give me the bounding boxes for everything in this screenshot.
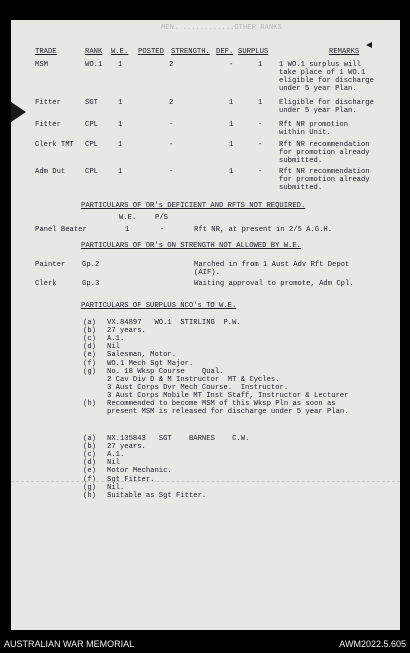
item-label: (h) <box>83 400 96 408</box>
page-corner-mark <box>366 42 372 48</box>
item-label: (f) <box>83 475 96 484</box>
item-label: (a) <box>83 435 96 443</box>
item-text: 3 Aust Corps Mobile MT Inst Staff, Instructor & Lecturer <box>107 391 349 400</box>
item-label: (c) <box>83 451 96 460</box>
item-label: (e) <box>83 467 96 476</box>
col-remarks: REMARKS <box>329 48 360 56</box>
item-text: 2 Cav Div D & M Instructor MT & Cycles. <box>107 375 280 384</box>
item-text: VX.84897 WO.1 STIRLING P.W. <box>107 319 241 327</box>
item-text: A.1. <box>107 451 125 460</box>
item-text: WO.1 Mech Sgt Major. <box>107 359 194 368</box>
faint-header-text: MEN. ............OTHER RANKS <box>161 24 282 32</box>
section-heading: PARTICULARS OF SURPLUS NCO's TO W.E. <box>81 302 237 310</box>
item-text: Motor Mechanic. <box>107 467 172 476</box>
item-text: Nil. <box>107 483 125 492</box>
item-text: Nil <box>107 459 120 468</box>
item-label: (h) <box>83 491 96 500</box>
section-heading: PARTICULARS OF OR's ON STRENGTH NOT ALLOWED BY W.E. <box>81 242 301 250</box>
item-label: (d) <box>83 343 96 352</box>
col-def: DEF. <box>216 48 234 56</box>
item-label: (b) <box>83 443 96 452</box>
item-text: Recommended to become MSM of this Wksp Pln as soon as <box>107 400 336 408</box>
item-text: Salesman, Motor. <box>107 351 177 360</box>
punch-hole-mark <box>11 100 26 124</box>
document-page: MEN. ............OTHER RANKS TRADE RANK W.E. POSTED STRENGTH. DEF. SURPLUS REMARKS MSM WO.1 1 2 - 1 1 WO.1 surplus will take place of 1 WO.1 eligible for discharge under 5 year Plan. Fitter SGT 1 2 1 1 Eligible for discharge under 5 year Plan. Fitter CPL 1 - 1 - Rft NR promotion within Unit. Clerk TMT CPL 1 - 1 - Rft NR recommendation for promotion already submitted. Adm Dut CPL 1 - 1 - Rft NR recommendation for promotion already submitted. PARTICULARS OF OR's DEFICIENT AND RFTS NOT REQUIRED. W.E. P/S Panel Beater 1 - Rft NR, at present in 2/5 A.G.H. PARTICULARS OF OR's ON STRENGTH NOT ALLOWED BY W.E. Painter Gp.2 Marched in from 1 Aust Adv Rft Depot (AIF). Clerk Gp.3 Waiting approval to promote, Adm Cpl. PARTICULARS OF SURPLUS NCO's TO W.E. (a) VX.84897 WO.1 STIRLING P.W. (b) 27 years. (c) A.1. (d) Nil (e) Salesman, Motor. (f) WO.1 Mech Sgt Major. (g) No. 18 Wksp Course Qual. 2 Cav Div D & M Instructor MT & Cycles. 3 Aust Corps Dvr Mech Course. Instructor. 3 Aust Corps Mobile MT Inst Staff, Instructor & Lecturer (h) Recommended to become MSM of this Wksp Pln as soon as present MSM is released for discharge under 5 year Plan. (a) NX.135843 SGT BARNES C.W. (b) 27 years. (c) A.1. (d) Nil (e) Motor Mechanic. (f) Sgt Fitter. (g) Nil. (h) Suitable as Sgt Fitter. <box>11 20 400 630</box>
col-trade: TRADE <box>35 48 57 56</box>
item-text: 27 years. <box>107 443 146 452</box>
col-surplus: SURPLUS <box>238 48 269 56</box>
item-text: 27 years. <box>107 327 146 336</box>
item-text: Suitable as Sgt Fitter. <box>107 491 207 500</box>
item-text: A.1. <box>107 335 125 344</box>
item-label: (f) <box>83 359 96 368</box>
section-heading: PARTICULARS OF OR's DEFICIENT AND RFTS NOT REQUIRED. <box>81 202 306 210</box>
item-text: NX.135843 SGT BARNES C.W. <box>107 435 250 443</box>
item-text: Sgt Fitter. <box>107 475 155 484</box>
item-label: (c) <box>83 335 96 344</box>
item-label: (e) <box>83 351 96 360</box>
footer-reference: AWM2022.5.605 <box>339 639 406 649</box>
col-rank: RANK <box>85 48 103 56</box>
item-label: (g) <box>83 483 96 492</box>
col-posted: POSTED <box>138 48 164 56</box>
item-label: (b) <box>83 327 96 336</box>
col-we: W.E. <box>111 48 129 56</box>
item-text: Nil <box>107 343 120 352</box>
item-label: (d) <box>83 459 96 468</box>
footer-institution: AUSTRALIAN WAR MEMORIAL <box>4 639 135 649</box>
item-text: No. 18 Wksp Course Qual. <box>107 367 224 376</box>
item-label: (a) <box>83 319 96 327</box>
item-text: present MSM is released for discharge under 5 year Plan. <box>107 408 349 417</box>
item-label: (g) <box>83 367 96 376</box>
col-strength: STRENGTH. <box>171 48 210 56</box>
item-text: 3 Aust Corps Dvr Mech Course. Instructor. <box>107 383 289 392</box>
